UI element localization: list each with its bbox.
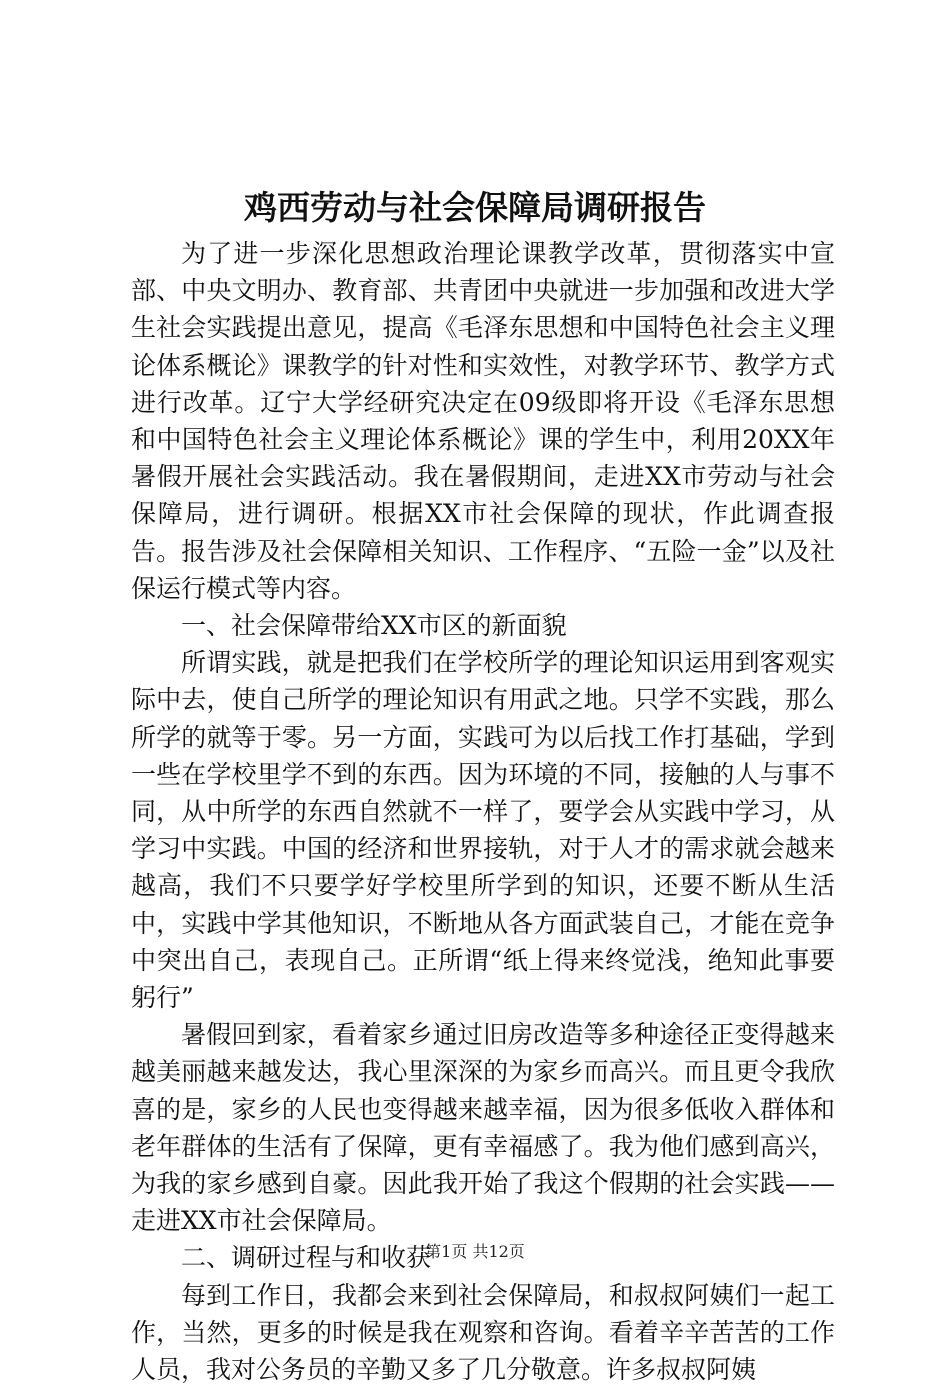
paragraph-process: 每到工作日，我都会来到社会保障局，和叔叔阿姨们一起工作，当然，更多的时候是我在观察和咨询。看着辛辛苦苦的工作人员，我对公务员的辛勤又多了几分敬意。许多叔叔阿姨: [131, 1280, 835, 1385]
document-title: 鸡西劳动与社会保障局调研报告: [244, 188, 706, 227]
paragraph-practice: 所谓实践，就是把我们在学校所学的理论知识运用到客观实际中去，使自己所学的理论知识有用武之地。只学不实践，那么所学的就等于零。另一方面，实践可为以后找工作打基础，学到一些在学校里学不到的东西。因为环境的不同，接触的人与事不同，从中所学的东西自然就不一样了，要学会从实践中学习，从学习中实践。中国的经济和世界接轨，对于人才的需求就会越来越高，我们不只要学好学校里所学到的知识，还要不断从生活中，实践中学其他知识，不断地从各方面武装自己，才能在竞争中突出自己，表现自己。正所谓“纸上得来终觉浅，绝知此事要躬行”: [131, 648, 835, 1013]
document-body: [131, 235, 835, 1388]
paragraph-hometown: 暑假回到家，看着家乡通过旧房改造等多种途径正变得越来越美丽越来越发达，我心里深深的为家乡而高兴。而且更令我欣喜的是，家乡的人民也变得越来越幸福，因为很多低收入群体和老年群体的生活有了保障，更有幸福感了。我为他们感到高兴，为我的家乡感到自豪。因此我开始了我这个假期的社会实践——走进XX市社会保障局。: [131, 1020, 835, 1236]
page-footer: 第1页 共12页: [425, 1242, 525, 1261]
paragraph-intro: 为了进一步深化思想政治理论课教学改革，贯彻落实中宣部、中央文明办、教育部、共青团中央就进一步加强和改进大学生社会实践提出意见，提高《毛泽东思想和中国特色社会主义理论体系概论》课教学的针对性和实效性，对教学环节、教学方式进行改革。辽宁大学经研究决定在09级即将开设《毛泽东思想和中国特色社会主义理论体系概论》课的学生中，利用20XX年暑假开展社会实践活动。我在暑假期间，走进XX市劳动与社会保障局，进行调研。根据XX市社会保障的现状，作此调查报告。报告涉及社会保障相关知识、工作程序、“五险一金”以及社保运行模式等内容。: [131, 239, 835, 603]
section-heading-2: 二、调研过程与和收获: [181, 1243, 432, 1273]
section-heading-1: 一、社会保障带给XX市区的新面貌: [181, 611, 567, 641]
